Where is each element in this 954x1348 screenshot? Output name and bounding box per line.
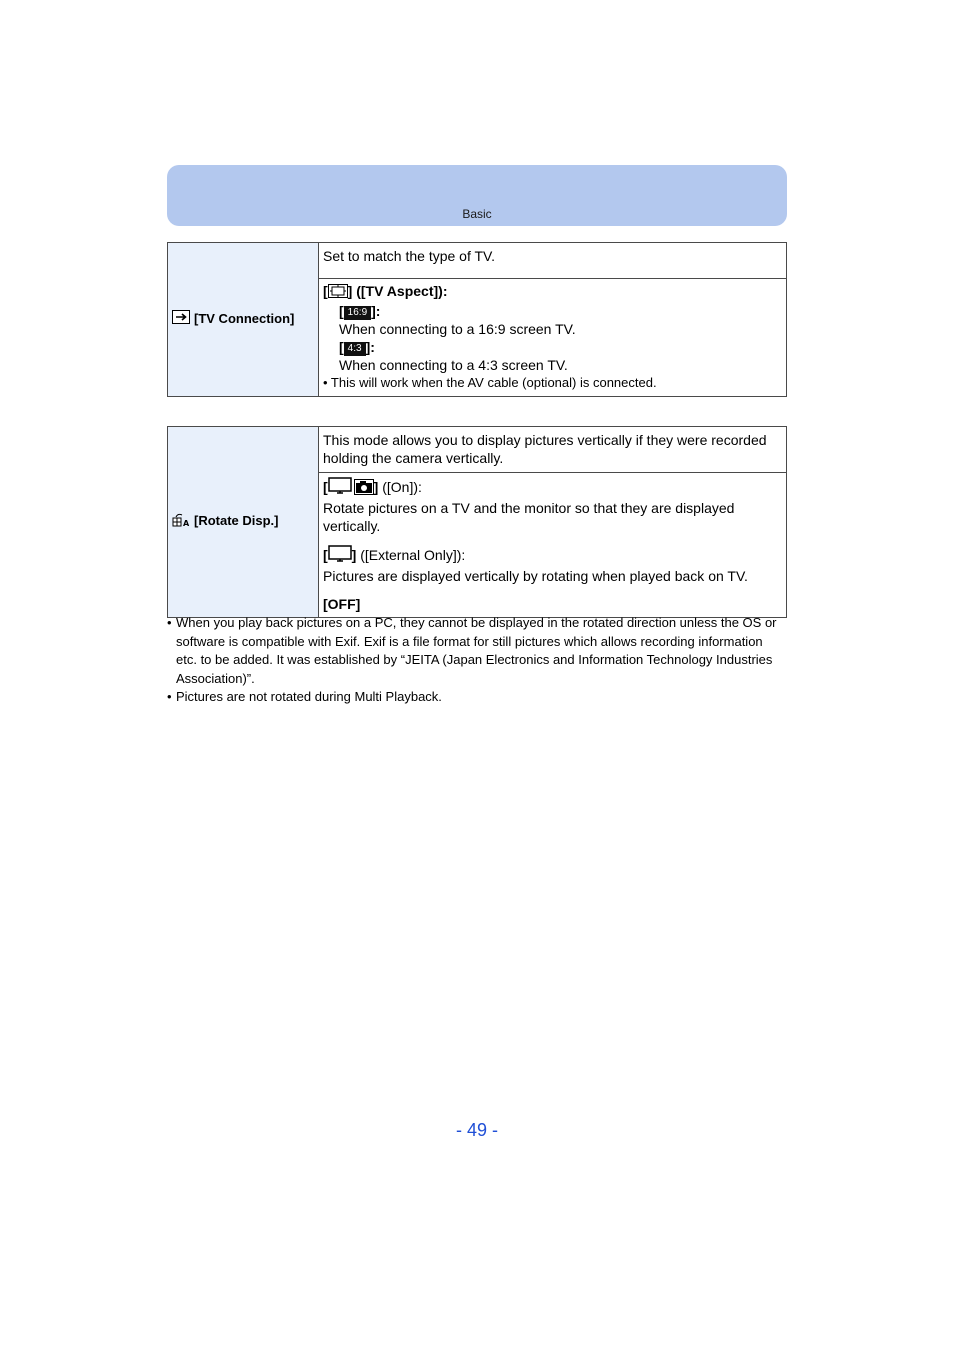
footnote-multi-playback: • Pictures are not rotated during Multi Playback.	[167, 688, 782, 707]
rotate-on-title: ([On]):	[382, 479, 422, 495]
tv-connection-intro-cell	[319, 243, 787, 279]
rotate-on-desc: Rotate pictures on a TV and the monitor so that they are displayed vertically.	[323, 500, 735, 534]
rotate-disp-intro-cell	[319, 427, 787, 473]
tv-aspect-title: ] ([TV Aspect]):	[347, 283, 448, 299]
section-label: Basic	[462, 207, 492, 221]
rotate-display-icon	[172, 513, 190, 532]
rotate-disp-intro: This mode allows you to display pictures vertically if they were recorded holding the camera vertically.	[323, 432, 767, 466]
tv-aspect-cell: [ ] ([TV Aspect]): [ 16:9 ]: When connecting to a 16:9 screen TV. [ 4:3 ]: When connecting to a 4:3 screen TV. • This will work when the AV cable (optional) is connected.	[319, 279, 787, 397]
rotate-off-title: [OFF]	[323, 596, 361, 612]
aspect-4-3-desc: When connecting to a 4:3 screen TV.	[339, 357, 568, 373]
rotate-ext-title: ([External Only]):	[360, 547, 466, 563]
camera-icon	[354, 479, 374, 499]
tv-output-icon	[172, 310, 190, 329]
page-number: - 49 -	[455, 1120, 498, 1140]
svg-text:A: A	[183, 518, 190, 527]
tv-connection-intro: Set to match the type of TV.	[323, 248, 495, 264]
tv-connection-label-cell	[168, 243, 319, 397]
rotate-disp-table	[167, 426, 787, 618]
aspect-16-9-desc: When connecting to a 16:9 screen TV.	[339, 321, 576, 337]
monitor-icon	[328, 477, 352, 499]
aspect-16-9-icon: 16:9	[344, 306, 371, 320]
tv-connection-note: • This will work when the AV cable (optional) is connected.	[323, 375, 657, 390]
aspect-4-3-icon: 4:3	[344, 342, 366, 356]
tv-connection-label: [TV Connection]	[194, 310, 295, 326]
section-header-band	[167, 165, 787, 226]
footnotes	[167, 614, 782, 707]
tv-connection-table	[167, 242, 787, 397]
rotate-disp-label-cell	[168, 427, 319, 618]
tv-aspect-icon	[328, 284, 348, 302]
rotate-ext-desc: Pictures are displayed vertically by rotating when played back on TV.	[323, 568, 748, 584]
tv-aspect-bracket-open: [	[323, 283, 328, 299]
rotate-options-cell: [ ] ([On]): Rotate pictures on a TV and the monitor so that they are displayed vertically. [ ] ([External Only]): Pictures are displayed vertically by rotating when played back on TV. [OFF]	[319, 473, 787, 618]
footnote-exif: • When you play back pictures on a PC, they cannot be displayed in the rotated direction unless the OS or software is compatible with Exif. Exif is a file format for still pictures which allows recording information etc. to be added. It was established by “JEITA (Japan Electronics and Information Technology Industries Association)”.	[167, 614, 782, 688]
monitor-icon-external	[328, 545, 352, 567]
rotate-disp-label: [Rotate Disp.]	[194, 513, 279, 529]
